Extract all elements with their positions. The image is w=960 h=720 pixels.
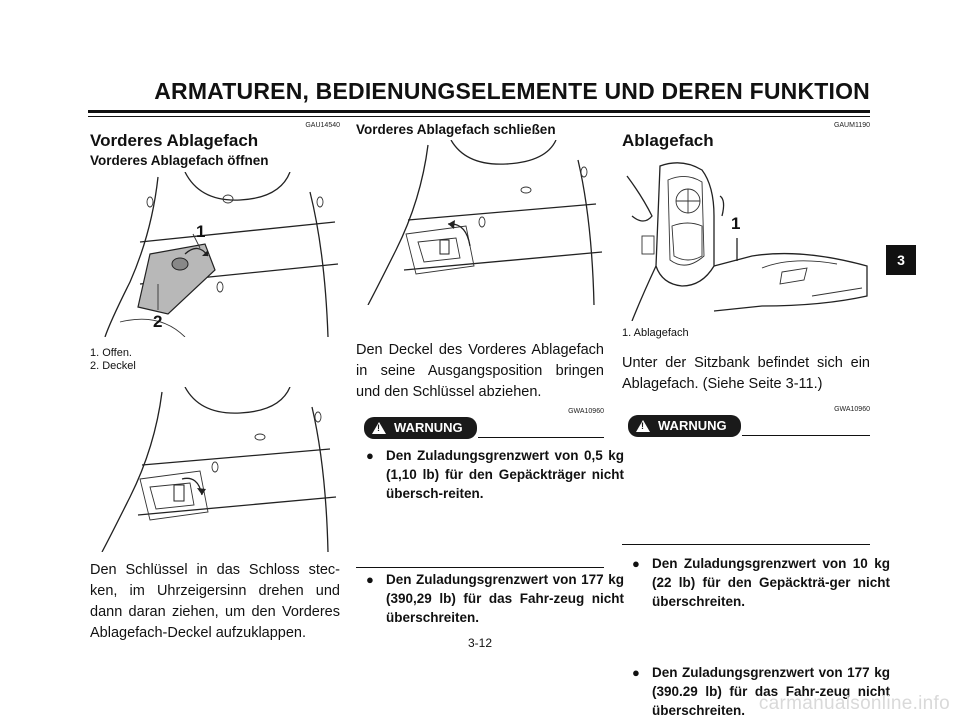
body-text-close: Den Deckel des Vorderes Ablagefach in seine Ausgangsposition bringen und den Schlüssel abziehen. <box>356 342 604 400</box>
warning-item <box>632 554 890 611</box>
subsection-title-close: Vorderes Ablagefach schließen <box>356 122 556 137</box>
subsection-title: Vorderes Ablagefach öffnen <box>90 153 269 168</box>
warning-top-rule <box>478 437 604 438</box>
page-number: 3-12 <box>467 636 493 650</box>
caption-storage: 1. Ablagefach <box>622 327 689 339</box>
caption-2: 2. Deckel <box>90 360 136 372</box>
bullet-icon: ● <box>632 665 640 680</box>
body-text-storage: Unter der Sitzbank befindet sich ein Ablagefach. (Siehe Seite 3-11.) <box>622 355 870 392</box>
warning-item-text: Den Zuladungsgrenzwert von 10 kg (22 lb) für den Gepäckträ-ger nicht überschreiten. <box>652 556 890 609</box>
callout-1: 1 <box>196 222 206 241</box>
bullet-icon: ● <box>366 448 374 463</box>
warning-code: GWA10960 <box>568 408 604 415</box>
warning-item-text: Den Zuladungsgrenzwert von 177 kg (390.29 lb) für das Fahr-zeug nicht überschreiten. <box>652 665 890 718</box>
illustration-compartment-close <box>356 140 606 305</box>
callout-1-storage: 1 <box>731 214 741 233</box>
callout-2: 2 <box>153 312 163 331</box>
warning-bottom-rule <box>622 544 870 545</box>
header-rule <box>88 110 870 113</box>
header-rule-thin <box>88 116 870 117</box>
watermark: carmanualsonline.info <box>758 693 950 714</box>
warning-badge <box>628 415 741 437</box>
illustration-key-turn <box>90 387 340 552</box>
warning-bottom-rule <box>356 567 604 568</box>
illustration-storage-compartment <box>622 156 870 321</box>
warning-top-rule <box>742 435 870 436</box>
section-title: Vorderes Ablagefach <box>90 131 259 150</box>
page-header-title: ARMATUREN, BEDIENUNGSELEMENTE UND DEREN FUNKTION <box>154 78 870 104</box>
warning-item <box>366 570 624 627</box>
caption-1: 1. Offen. <box>90 347 132 359</box>
warning-badge <box>364 417 477 439</box>
section-code: GAUM1190 <box>833 122 870 129</box>
warning-label: WARNUNG <box>658 418 727 433</box>
warning-triangle-icon <box>636 420 650 432</box>
section-title-storage: Ablagefach <box>622 131 714 150</box>
warning-triangle-icon <box>372 422 386 434</box>
warning-code: GWA10960 <box>834 406 870 413</box>
bullet-icon: ● <box>632 556 640 571</box>
warning-item-text: Den Zuladungsgrenzwert von 0,5 kg (1,10 lb) für den Gepäckträger nicht übersch-reiten. <box>386 448 624 501</box>
warning-item-text: Den Zuladungsgrenzwert von 177 kg (390,29 lb) für das Fahr-zeug nicht überschreiten. <box>386 572 624 625</box>
illustration-compartment-open <box>90 172 340 337</box>
warning-label: WARNUNG <box>394 420 463 435</box>
section-code: GAU14540 <box>305 122 340 129</box>
chapter-tab: 3 <box>886 245 916 275</box>
warning-item <box>366 446 624 503</box>
bullet-icon: ● <box>366 572 374 587</box>
body-text-open: Den Schlüssel in das Schloss stec-ken, im Uhrzeigersinn drehen und dann daran ziehen, um den Vorderes Ablagefach-Deckel aufzuklappen. <box>90 562 340 641</box>
